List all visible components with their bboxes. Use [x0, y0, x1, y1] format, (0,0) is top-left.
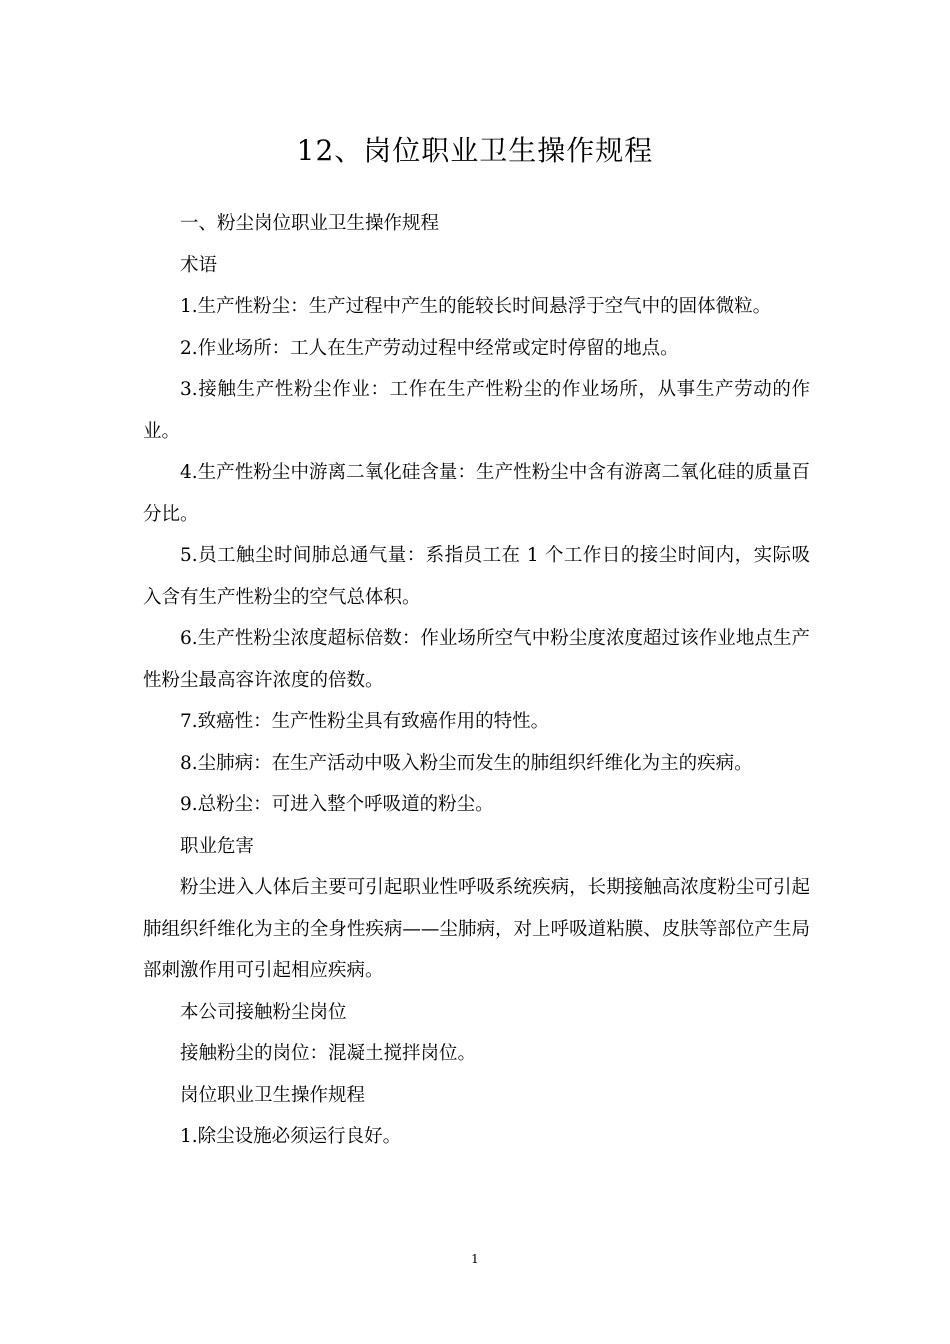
subheading-procedures: 岗位职业卫生操作规程 [180, 1084, 366, 1106]
term-item: 7.致癌性：生产性粉尘具有致癌作用的特性。 [180, 711, 550, 732]
term-item: 6.生产性粉尘浓度超标倍数：作业场所空气中粉尘度浓度超过该作业地点生产性粉尘最高容许浓度的倍数。 [143, 628, 810, 691]
document-title: 12、岗位职业卫生操作规程 [296, 134, 654, 167]
subheading-positions: 本公司接触粉尘岗位 [180, 1001, 347, 1023]
positions-paragraph: 接触粉尘的岗位：混凝土搅拌岗位。 [180, 1043, 477, 1064]
document-body [143, 203, 810, 1158]
term-item: 4.生产性粉尘中游离二氧化硅含量：生产性粉尘中含有游离二氧化硅的质量百分比。 [143, 462, 810, 525]
hazard-paragraph: 粉尘进入人体后主要可引起职业性呼吸系统疾病，长期接触高浓度粉尘可引起肺组织纤维化为主的全身性疾病——尘肺病，对上呼吸道粘膜、皮肤等部位产生局部刺激作用可引起相应疾病。 [143, 877, 810, 981]
term-item: 8.尘肺病：在生产活动中吸入粉尘而发生的肺组织纤维化为主的疾病。 [180, 752, 753, 774]
term-item: 2.作业场所：工人在生产劳动过程中经常或定时停留的地点。 [180, 337, 679, 359]
procedure-item: 1.除尘设施必须运行良好。 [180, 1126, 402, 1147]
term-item: 3.接触生产性粉尘作业：工作在生产性粉尘的作业场所，从事生产劳动的作业。 [143, 379, 810, 442]
term-item: 1.生产性粉尘：生产过程中产生的能较长时间悬浮于空气中的固体微粒。 [180, 296, 772, 317]
subheading-hazards: 职业危害 [180, 835, 255, 857]
subheading-terms: 术语 [180, 254, 218, 276]
term-item: 9.总粉尘：可进入整个呼吸道的粉尘。 [180, 794, 494, 815]
page-number: 1 [471, 1252, 479, 1266]
term-item: 5.员工触尘时间肺总通气量：系指员工在 1 个工作日的接尘时间内，实际吸入含有生产性粉尘的空气总体积。 [143, 545, 810, 608]
section-heading: 一、粉尘岗位职业卫生操作规程 [180, 213, 440, 234]
